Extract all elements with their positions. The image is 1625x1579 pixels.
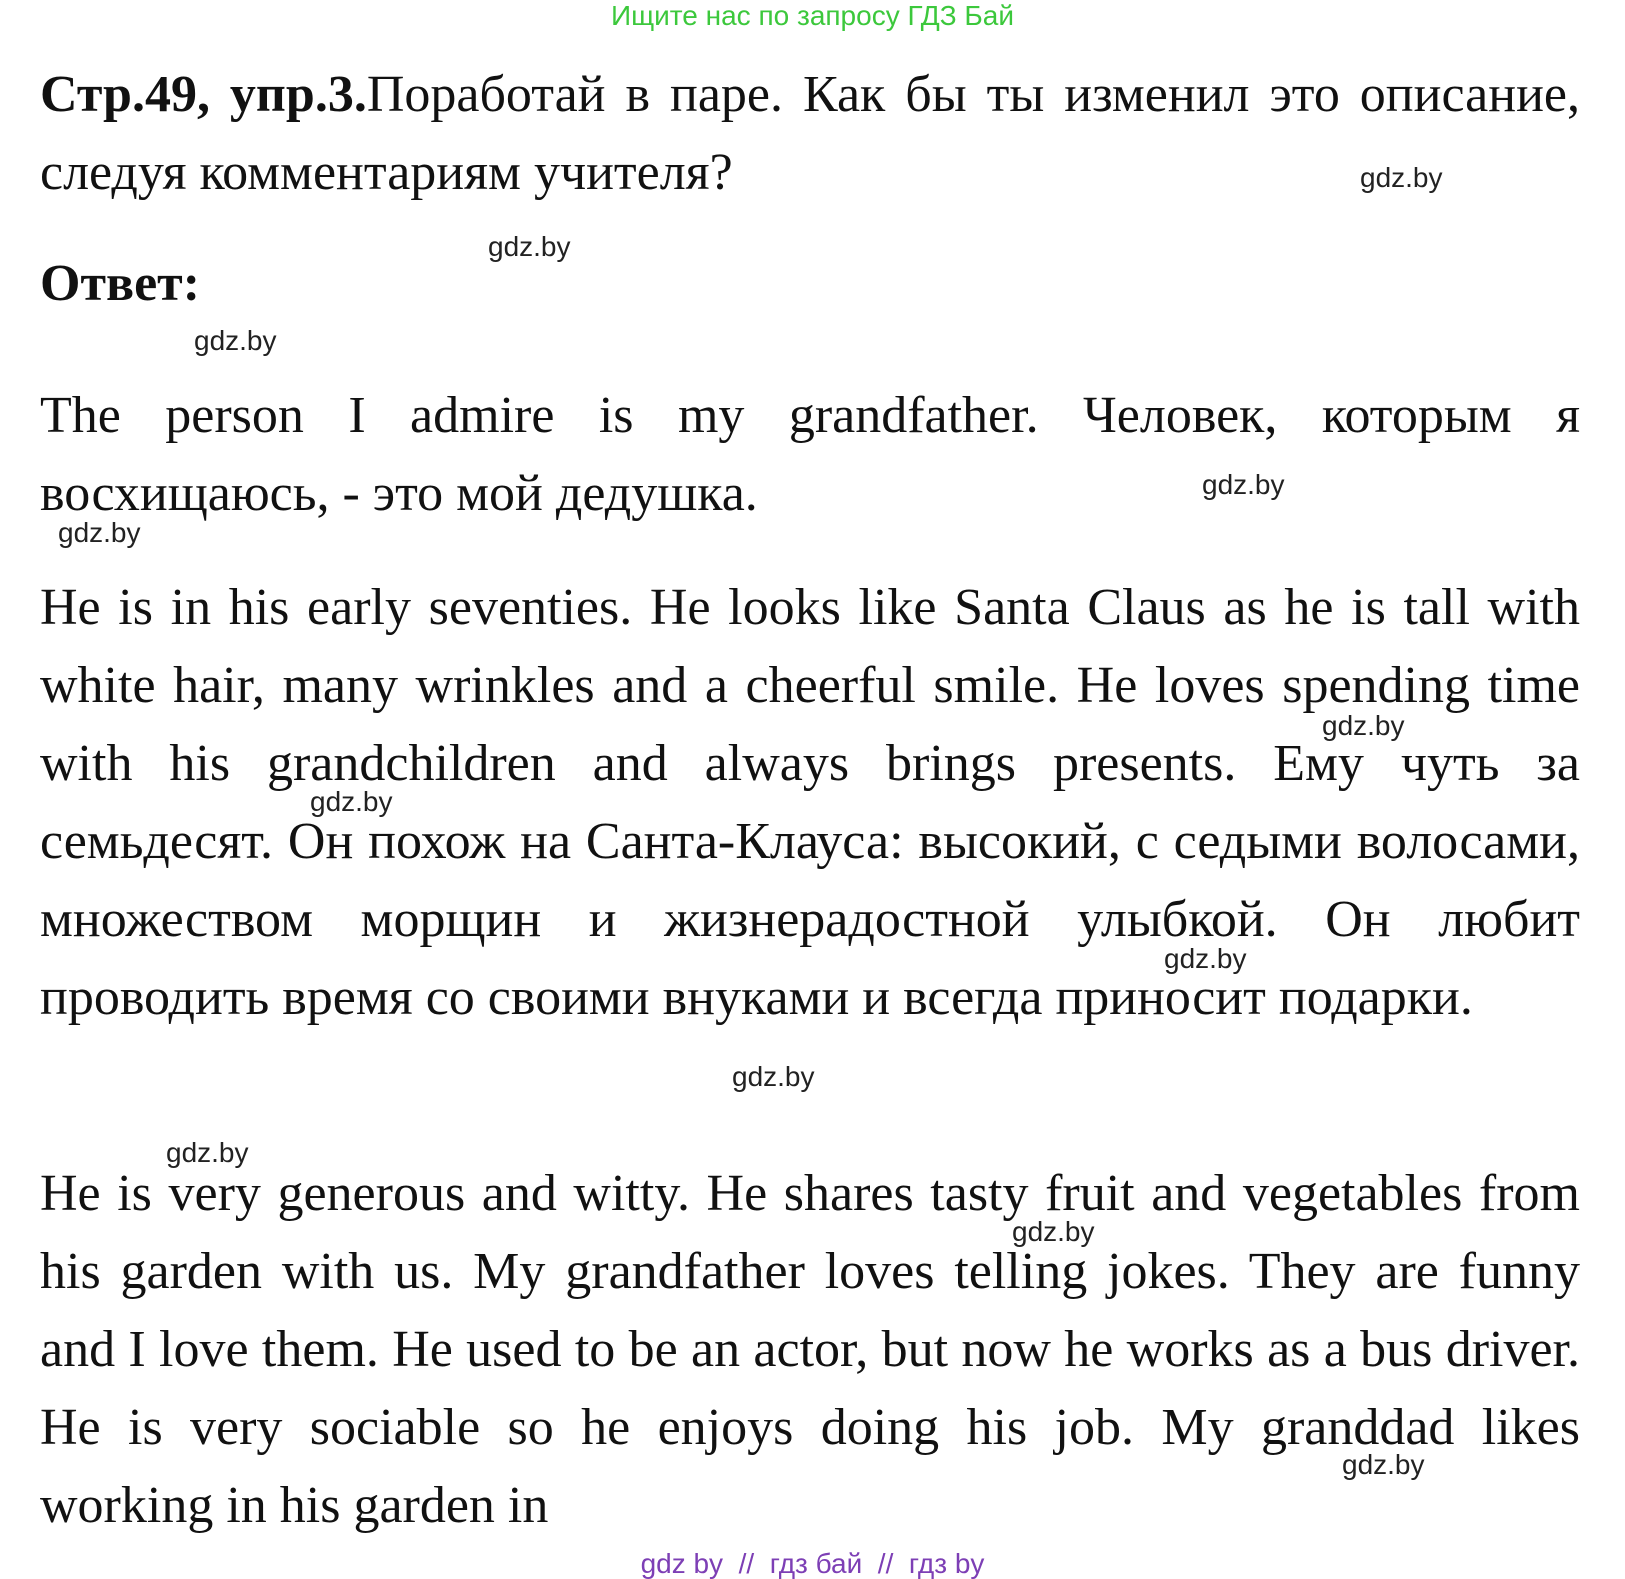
answer-label: Ответ: — [40, 255, 201, 312]
watermark: gdz.by — [1342, 1449, 1425, 1480]
watermark: gdz.by — [1322, 710, 1405, 741]
exercise-heading — [40, 56, 1580, 212]
watermark: gdz.by — [488, 231, 571, 262]
top-banner: Ищите нас по запросу ГДЗ Бай — [610, 0, 1015, 31]
watermark: gdz.by — [166, 1137, 249, 1168]
watermark: gdz.by — [194, 325, 277, 356]
watermark: gdz.by — [1360, 162, 1443, 193]
watermark: gdz.by — [1012, 1216, 1095, 1247]
watermark: gdz.by — [1202, 469, 1285, 500]
exercise-task: Поработай в паре. Как бы ты изменил это описание, следуя комментариям учителя? — [40, 66, 1580, 201]
answer-paragraph-3: He is very generous and witty. He shares tasty fruit and vegetables from his garden with us. My grandfather loves telling jokes. They are funny and I love them. He used to be an actor, but now he works as a bus driver. He is very sociable so he enjoys doing his job. My granddad likes working in his garden in — [40, 1165, 1580, 1534]
watermark: gdz.by — [732, 1061, 815, 1092]
watermark: gdz.by — [58, 517, 141, 548]
footer-watermark: gdz by // гдз бай // гдз by — [640, 1548, 985, 1579]
watermark: gdz.by — [310, 786, 393, 817]
answer-paragraph-2: He is in his early seventies. He looks like Santa Claus as he is tall with white hair, many wrinkles and a cheerful smile. He loves spending time with his grandchildren and always brings presents. Ему чуть за семьдесят. Он похож на Санта-Клауса: высокий, с седыми волосами, множеством морщин и жизнерадостной улыбкой. Он любит проводить время со своими внуками и всегда приносит подарки. — [40, 579, 1580, 1026]
answer-paragraph-1: The person I admire is my grandfather. Человек, которым я восхищаюсь, - это мой дедушка. — [40, 387, 1580, 522]
watermark: gdz.by — [1164, 943, 1247, 974]
exercise-number: Стр.49, упр.3. — [40, 66, 367, 123]
